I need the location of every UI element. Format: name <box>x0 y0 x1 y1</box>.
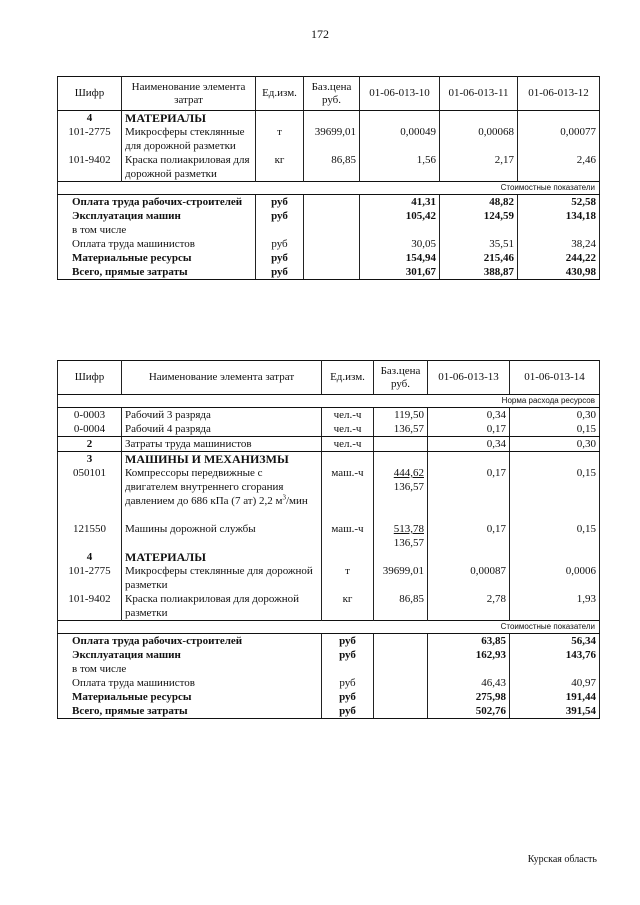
row-unit: чел.-ч <box>322 408 374 423</box>
cost-value: 46,43 <box>428 676 510 690</box>
row-name: Микросферы стеклянные для дорожной разметки <box>122 125 256 153</box>
row-code: 050101 <box>58 466 122 508</box>
cost-row <box>58 634 600 649</box>
subheader-row <box>58 395 600 408</box>
cost-value: 143,76 <box>510 648 600 662</box>
row-value: 0,00068 <box>440 125 518 153</box>
cost-unit: руб <box>322 676 374 690</box>
cost-value: 191,44 <box>510 690 600 704</box>
row-value: 0,00049 <box>360 125 440 153</box>
cost-row <box>58 648 600 662</box>
table-row <box>58 564 600 592</box>
row-unit: т <box>322 564 374 592</box>
cost-value: 154,94 <box>360 251 440 265</box>
cost-name: Всего, прямые затраты <box>58 704 322 719</box>
row-code: 0-0004 <box>58 422 122 437</box>
cost-row <box>58 223 600 237</box>
cost-name: Оплата труда рабочих-строителей <box>58 195 256 210</box>
cost-value: 52,58 <box>518 195 600 210</box>
header-col: 01-06-013-11 <box>440 77 518 111</box>
header-unit: Ед.изм. <box>322 361 374 395</box>
cost-unit: руб <box>256 195 304 210</box>
header-col: 01-06-013-10 <box>360 77 440 111</box>
row-unit: маш.-ч <box>322 508 374 550</box>
cost-value: 48,82 <box>440 195 518 210</box>
row-value: 0,00087 <box>428 564 510 592</box>
cost-value: 30,05 <box>360 237 440 251</box>
cost-value: 215,46 <box>440 251 518 265</box>
row-value: 0,15 <box>510 422 600 437</box>
cost-name: Материальные ресурсы <box>58 690 322 704</box>
row-value: 0,30 <box>510 437 600 452</box>
row-price-main: 513,78 <box>393 523 424 535</box>
cost-row <box>58 265 600 280</box>
header-col: 01-06-013-14 <box>510 361 600 395</box>
row-name: Рабочий 4 разряда <box>122 422 322 437</box>
row-unit: т <box>256 125 304 153</box>
row-value: 0,00077 <box>518 125 600 153</box>
header-price: Баз.цена руб. <box>374 361 428 395</box>
cost-name: Всего, прямые затраты <box>58 265 256 280</box>
cost-name: Материальные ресурсы <box>58 251 256 265</box>
cost-row <box>58 690 600 704</box>
row-price: 39699,01 <box>374 564 428 592</box>
cost-value: 502,76 <box>428 704 510 719</box>
section-title: МАТЕРИАЛЫ <box>122 550 322 564</box>
header-code: Шифр <box>58 361 122 395</box>
cost-value: 391,54 <box>510 704 600 719</box>
cost-value: 244,22 <box>518 251 600 265</box>
row-price-labor: 136,57 <box>393 537 424 549</box>
row-value: 2,46 <box>518 153 600 182</box>
cost-row <box>58 662 600 676</box>
row-value: 2,78 <box>428 592 510 621</box>
row-value: 0,17 <box>428 422 510 437</box>
cost-value: 105,42 <box>360 209 440 223</box>
row-price: 39699,01 <box>304 125 360 153</box>
cost-unit: руб <box>322 704 374 719</box>
header-unit: Ед.изм. <box>256 77 304 111</box>
cost-row <box>58 251 600 265</box>
row-name: Краска полиакриловая для дорожной разметки <box>122 153 256 182</box>
row-code: 101-2775 <box>58 564 122 592</box>
row-name: Рабочий 3 разряда <box>122 408 322 423</box>
row-code: 0-0003 <box>58 408 122 423</box>
cost-value: 56,34 <box>510 634 600 649</box>
row-value: 0,34 <box>428 437 510 452</box>
cost-value: 301,67 <box>360 265 440 280</box>
cost-unit: руб <box>322 648 374 662</box>
row-price-main: 444,62 <box>393 467 424 479</box>
row-name: Краска полиакриловая для дорожной разметки <box>122 592 322 621</box>
row-price <box>374 508 428 550</box>
row-code: 2 <box>58 437 122 452</box>
header-price: Баз.цена руб. <box>304 77 360 111</box>
table-row <box>58 437 600 452</box>
cost-unit: руб <box>256 237 304 251</box>
row-price: 119,50 <box>374 408 428 423</box>
cost-value: 162,93 <box>428 648 510 662</box>
row-unit: чел.-ч <box>322 437 374 452</box>
row-price-labor: 136,57 <box>393 481 424 493</box>
row-value: 0,30 <box>510 408 600 423</box>
cost-value: 134,18 <box>518 209 600 223</box>
cost-value: 430,98 <box>518 265 600 280</box>
cost-unit: руб <box>322 634 374 649</box>
cost-indicators-label: Стоимостные показатели <box>58 182 600 195</box>
table-header <box>58 77 600 111</box>
table-header <box>58 361 600 395</box>
resource-norm-label: Норма расхода ресурсов <box>58 395 600 408</box>
cost-name: в том числе <box>58 223 256 237</box>
row-value: 0,15 <box>510 466 600 508</box>
cost-unit: руб <box>256 209 304 223</box>
cost-value: 275,98 <box>428 690 510 704</box>
row-price <box>374 466 428 508</box>
row-price: 136,57 <box>374 422 428 437</box>
cost-name: Оплата труда машинистов <box>58 676 322 690</box>
cost-name: в том числе <box>58 662 322 676</box>
cost-value: 35,51 <box>440 237 518 251</box>
row-value: 1,56 <box>360 153 440 182</box>
section-row <box>58 550 600 564</box>
cost-value: 41,31 <box>360 195 440 210</box>
row-name <box>122 466 322 508</box>
row-value: 0,34 <box>428 408 510 423</box>
cost-row <box>58 704 600 719</box>
section-row <box>58 452 600 467</box>
subheader-row <box>58 182 600 195</box>
cost-value: 40,97 <box>510 676 600 690</box>
section-row <box>58 111 600 126</box>
cost-name: Эксплуатация машин <box>58 648 322 662</box>
section-title: МАТЕРИАЛЫ <box>122 111 256 126</box>
region-footer: Курская область <box>527 854 597 865</box>
cost-name: Оплата труда рабочих-строителей <box>58 634 322 649</box>
row-value: 0,17 <box>428 508 510 550</box>
row-value: 1,93 <box>510 592 600 621</box>
resource-table-1 <box>57 76 600 280</box>
row-code: 101-2775 <box>58 125 122 153</box>
row-unit: чел.-ч <box>322 422 374 437</box>
row-price: 86,85 <box>374 592 428 621</box>
cost-row <box>58 209 600 223</box>
resource-table-2 <box>57 360 600 719</box>
table-row <box>58 125 600 153</box>
header-col: 01-06-013-13 <box>428 361 510 395</box>
header-name: Наименование элемента затрат <box>122 361 322 395</box>
section-title: МАШИНЫ И МЕХАНИЗМЫ <box>122 452 322 467</box>
cost-row <box>58 195 600 210</box>
cost-row <box>58 237 600 251</box>
cost-name: Эксплуатация машин <box>58 209 256 223</box>
row-code: 121550 <box>58 508 122 550</box>
row-name-text: Компрессоры передвижные с двигателем внутреннего сгорания давлением до 686 кПа (7 ат) 2,2 м <box>125 467 284 507</box>
row-name: Микросферы стеклянные для дорожной разметки <box>122 564 322 592</box>
cost-indicators-label: Стоимостные показатели <box>58 621 600 634</box>
cost-value: 124,59 <box>440 209 518 223</box>
cost-unit: руб <box>256 251 304 265</box>
row-value: 2,17 <box>440 153 518 182</box>
row-code: 101-9402 <box>58 592 122 621</box>
page-number: 172 <box>311 27 329 41</box>
header-code: Шифр <box>58 77 122 111</box>
section-code: 3 <box>58 452 122 467</box>
table-row <box>58 153 600 182</box>
table-row <box>58 508 600 550</box>
header-name: Наименование элемента затрат <box>122 77 256 111</box>
row-name-sup: 3 <box>282 493 286 502</box>
row-unit: кг <box>322 592 374 621</box>
row-value: 0,15 <box>510 508 600 550</box>
row-value: 0,17 <box>428 466 510 508</box>
subheader-row <box>58 621 600 634</box>
cost-value: 38,24 <box>518 237 600 251</box>
header-col: 01-06-013-12 <box>518 77 600 111</box>
table-row <box>58 592 600 621</box>
row-value: 0,0006 <box>510 564 600 592</box>
table-row <box>58 408 600 423</box>
cost-unit: руб <box>322 690 374 704</box>
section-code: 4 <box>58 111 122 126</box>
table-row <box>58 422 600 437</box>
row-code: 101-9402 <box>58 153 122 182</box>
row-name: Затраты труда машинистов <box>122 437 322 452</box>
cost-value: 63,85 <box>428 634 510 649</box>
section-code: 4 <box>58 550 122 564</box>
table-row <box>58 466 600 508</box>
cost-row <box>58 676 600 690</box>
cost-unit: руб <box>256 265 304 280</box>
row-price: 86,85 <box>304 153 360 182</box>
row-unit: маш.-ч <box>322 466 374 508</box>
row-name-tail: /мин <box>285 495 308 507</box>
cost-value: 388,87 <box>440 265 518 280</box>
cost-name: Оплата труда машинистов <box>58 237 256 251</box>
row-name: Машины дорожной службы <box>122 508 322 550</box>
row-unit: кг <box>256 153 304 182</box>
